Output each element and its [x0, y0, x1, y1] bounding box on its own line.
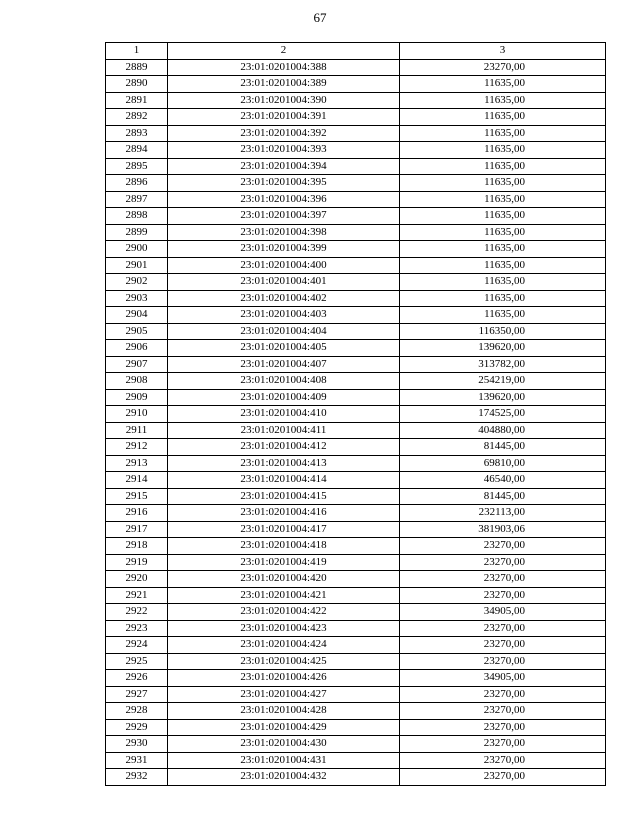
table-row: [106, 323, 606, 340]
value-cell: 313782,00: [400, 356, 606, 373]
value-cell: 23270,00: [400, 587, 606, 604]
value-cell: 23270,00: [400, 752, 606, 769]
row-number-cell: 2919: [106, 554, 168, 571]
row-number-cell: 2929: [106, 719, 168, 736]
column-header-3: 3: [400, 43, 606, 60]
cadastral-number-cell: 23:01:0201004:428: [168, 703, 400, 720]
cadastral-number-cell: 23:01:0201004:405: [168, 340, 400, 357]
row-number-cell: 2892: [106, 109, 168, 126]
value-cell: 139620,00: [400, 340, 606, 357]
cadastral-number-cell: 23:01:0201004:432: [168, 769, 400, 786]
value-cell: 23270,00: [400, 653, 606, 670]
row-number-cell: 2905: [106, 323, 168, 340]
cadastral-number-cell: 23:01:0201004:431: [168, 752, 400, 769]
row-number-cell: 2900: [106, 241, 168, 258]
row-number-cell: 2911: [106, 422, 168, 439]
value-cell: 11635,00: [400, 208, 606, 225]
value-cell: 69810,00: [400, 455, 606, 472]
value-cell: 11635,00: [400, 175, 606, 192]
cadastral-number-cell: 23:01:0201004:419: [168, 554, 400, 571]
table-row: [106, 109, 606, 126]
value-cell: 139620,00: [400, 389, 606, 406]
table-row: [106, 257, 606, 274]
table-row: [106, 356, 606, 373]
table-row: [106, 505, 606, 522]
table-row: [106, 307, 606, 324]
table-row: [106, 752, 606, 769]
cadastral-number-cell: 23:01:0201004:408: [168, 373, 400, 390]
cadastral-number-cell: 23:01:0201004:411: [168, 422, 400, 439]
row-number-cell: 2906: [106, 340, 168, 357]
row-number-cell: 2932: [106, 769, 168, 786]
value-cell: 23270,00: [400, 686, 606, 703]
cadastral-number-cell: 23:01:0201004:403: [168, 307, 400, 324]
value-cell: 11635,00: [400, 76, 606, 93]
cadastral-number-cell: 23:01:0201004:414: [168, 472, 400, 489]
row-number-cell: 2914: [106, 472, 168, 489]
row-number-cell: 2890: [106, 76, 168, 93]
table-row: [106, 620, 606, 637]
cadastral-number-cell: 23:01:0201004:396: [168, 191, 400, 208]
value-cell: 11635,00: [400, 224, 606, 241]
table-body: [106, 59, 606, 785]
value-cell: 34905,00: [400, 670, 606, 687]
table-row: [106, 422, 606, 439]
row-number-cell: 2931: [106, 752, 168, 769]
table-row: [106, 571, 606, 588]
value-cell: 174525,00: [400, 406, 606, 423]
cadastral-number-cell: 23:01:0201004:418: [168, 538, 400, 555]
value-cell: 23270,00: [400, 554, 606, 571]
value-cell: 81445,00: [400, 439, 606, 456]
table-row: [106, 175, 606, 192]
cadastral-number-cell: 23:01:0201004:420: [168, 571, 400, 588]
row-number-cell: 2897: [106, 191, 168, 208]
value-cell: 11635,00: [400, 307, 606, 324]
value-cell: 11635,00: [400, 125, 606, 142]
cadastral-number-cell: 23:01:0201004:389: [168, 76, 400, 93]
row-number-cell: 2926: [106, 670, 168, 687]
value-cell: 23270,00: [400, 538, 606, 555]
cadastral-number-cell: 23:01:0201004:397: [168, 208, 400, 225]
cadastral-number-cell: 23:01:0201004:410: [168, 406, 400, 423]
value-cell: 23270,00: [400, 703, 606, 720]
row-number-cell: 2922: [106, 604, 168, 621]
row-number-cell: 2899: [106, 224, 168, 241]
table-row: [106, 290, 606, 307]
value-cell: 23270,00: [400, 769, 606, 786]
cadastral-number-cell: 23:01:0201004:409: [168, 389, 400, 406]
cadastral-number-cell: 23:01:0201004:426: [168, 670, 400, 687]
row-number-cell: 2927: [106, 686, 168, 703]
value-cell: 11635,00: [400, 290, 606, 307]
cadastral-number-cell: 23:01:0201004:402: [168, 290, 400, 307]
table-row: [106, 719, 606, 736]
table-row: [106, 488, 606, 505]
table-row: [106, 736, 606, 753]
column-header-2: 2: [168, 43, 400, 60]
cadastral-number-cell: 23:01:0201004:427: [168, 686, 400, 703]
table-row: [106, 686, 606, 703]
cadastral-number-cell: 23:01:0201004:404: [168, 323, 400, 340]
cadastral-number-cell: 23:01:0201004:416: [168, 505, 400, 522]
row-number-cell: 2930: [106, 736, 168, 753]
value-cell: 23270,00: [400, 620, 606, 637]
cadastral-number-cell: 23:01:0201004:407: [168, 356, 400, 373]
value-cell: 81445,00: [400, 488, 606, 505]
value-cell: 232113,00: [400, 505, 606, 522]
table-row: [106, 274, 606, 291]
table-row: [106, 604, 606, 621]
cadastral-number-cell: 23:01:0201004:429: [168, 719, 400, 736]
table-row: [106, 587, 606, 604]
table-row: [106, 554, 606, 571]
cadastral-number-cell: 23:01:0201004:415: [168, 488, 400, 505]
table-row: [106, 191, 606, 208]
cadastral-number-cell: 23:01:0201004:430: [168, 736, 400, 753]
table-row: [106, 158, 606, 175]
value-cell: 11635,00: [400, 142, 606, 159]
table-row: [106, 406, 606, 423]
cadastral-number-cell: 23:01:0201004:390: [168, 92, 400, 109]
value-cell: 46540,00: [400, 472, 606, 489]
value-cell: 11635,00: [400, 109, 606, 126]
row-number-cell: 2917: [106, 521, 168, 538]
row-number-cell: 2909: [106, 389, 168, 406]
row-number-cell: 2895: [106, 158, 168, 175]
row-number-cell: 2928: [106, 703, 168, 720]
row-number-cell: 2904: [106, 307, 168, 324]
cadastral-number-cell: 23:01:0201004:424: [168, 637, 400, 654]
table-row: [106, 637, 606, 654]
table-header-row: [106, 43, 606, 60]
cadastral-number-cell: 23:01:0201004:391: [168, 109, 400, 126]
table-row: [106, 340, 606, 357]
table-row: [106, 208, 606, 225]
table-row: [106, 125, 606, 142]
cadastral-number-cell: 23:01:0201004:401: [168, 274, 400, 291]
row-number-cell: 2920: [106, 571, 168, 588]
table-row: [106, 241, 606, 258]
table-row: [106, 653, 606, 670]
value-cell: 23270,00: [400, 736, 606, 753]
value-cell: 34905,00: [400, 604, 606, 621]
table-row: [106, 389, 606, 406]
cadastral-number-cell: 23:01:0201004:394: [168, 158, 400, 175]
row-number-cell: 2910: [106, 406, 168, 423]
data-table: [105, 42, 606, 786]
cadastral-number-cell: 23:01:0201004:395: [168, 175, 400, 192]
row-number-cell: 2891: [106, 92, 168, 109]
value-cell: 23270,00: [400, 719, 606, 736]
table-row: [106, 538, 606, 555]
row-number-cell: 2893: [106, 125, 168, 142]
value-cell: 11635,00: [400, 257, 606, 274]
cadastral-number-cell: 23:01:0201004:393: [168, 142, 400, 159]
row-number-cell: 2913: [106, 455, 168, 472]
table-row: [106, 455, 606, 472]
cadastral-number-cell: 23:01:0201004:425: [168, 653, 400, 670]
table-row: [106, 703, 606, 720]
row-number-cell: 2923: [106, 620, 168, 637]
row-number-cell: 2921: [106, 587, 168, 604]
table-row: [106, 92, 606, 109]
value-cell: 11635,00: [400, 191, 606, 208]
row-number-cell: 2916: [106, 505, 168, 522]
cadastral-number-cell: 23:01:0201004:413: [168, 455, 400, 472]
row-number-cell: 2912: [106, 439, 168, 456]
cadastral-number-cell: 23:01:0201004:417: [168, 521, 400, 538]
value-cell: 11635,00: [400, 158, 606, 175]
table-row: [106, 439, 606, 456]
row-number-cell: 2925: [106, 653, 168, 670]
page-number: 67: [313, 10, 327, 25]
row-number-cell: 2918: [106, 538, 168, 555]
table-row: [106, 670, 606, 687]
cadastral-number-cell: 23:01:0201004:388: [168, 59, 400, 76]
row-number-cell: 2898: [106, 208, 168, 225]
table-row: [106, 59, 606, 76]
table-row: [106, 142, 606, 159]
table-row: [106, 472, 606, 489]
cadastral-number-cell: 23:01:0201004:423: [168, 620, 400, 637]
value-cell: 23270,00: [400, 59, 606, 76]
cadastral-number-cell: 23:01:0201004:412: [168, 439, 400, 456]
table-row: [106, 373, 606, 390]
table-row: [106, 769, 606, 786]
value-cell: 11635,00: [400, 241, 606, 258]
cadastral-number-cell: 23:01:0201004:422: [168, 604, 400, 621]
cadastral-number-cell: 23:01:0201004:398: [168, 224, 400, 241]
row-number-cell: 2889: [106, 59, 168, 76]
row-number-cell: 2894: [106, 142, 168, 159]
table-row: [106, 224, 606, 241]
value-cell: 116350,00: [400, 323, 606, 340]
value-cell: 381903,06: [400, 521, 606, 538]
cadastral-number-cell: 23:01:0201004:399: [168, 241, 400, 258]
row-number-cell: 2902: [106, 274, 168, 291]
row-number-cell: 2901: [106, 257, 168, 274]
cadastral-number-cell: 23:01:0201004:392: [168, 125, 400, 142]
value-cell: 11635,00: [400, 92, 606, 109]
row-number-cell: 2924: [106, 637, 168, 654]
row-number-cell: 2907: [106, 356, 168, 373]
row-number-cell: 2908: [106, 373, 168, 390]
value-cell: 404880,00: [400, 422, 606, 439]
table-row: [106, 76, 606, 93]
cadastral-number-cell: 23:01:0201004:400: [168, 257, 400, 274]
value-cell: 23270,00: [400, 637, 606, 654]
column-header-1: 1: [106, 43, 168, 60]
value-cell: 11635,00: [400, 274, 606, 291]
row-number-cell: 2903: [106, 290, 168, 307]
cadastral-number-cell: 23:01:0201004:421: [168, 587, 400, 604]
value-cell: 254219,00: [400, 373, 606, 390]
value-cell: 23270,00: [400, 571, 606, 588]
table-row: [106, 521, 606, 538]
row-number-cell: 2915: [106, 488, 168, 505]
row-number-cell: 2896: [106, 175, 168, 192]
